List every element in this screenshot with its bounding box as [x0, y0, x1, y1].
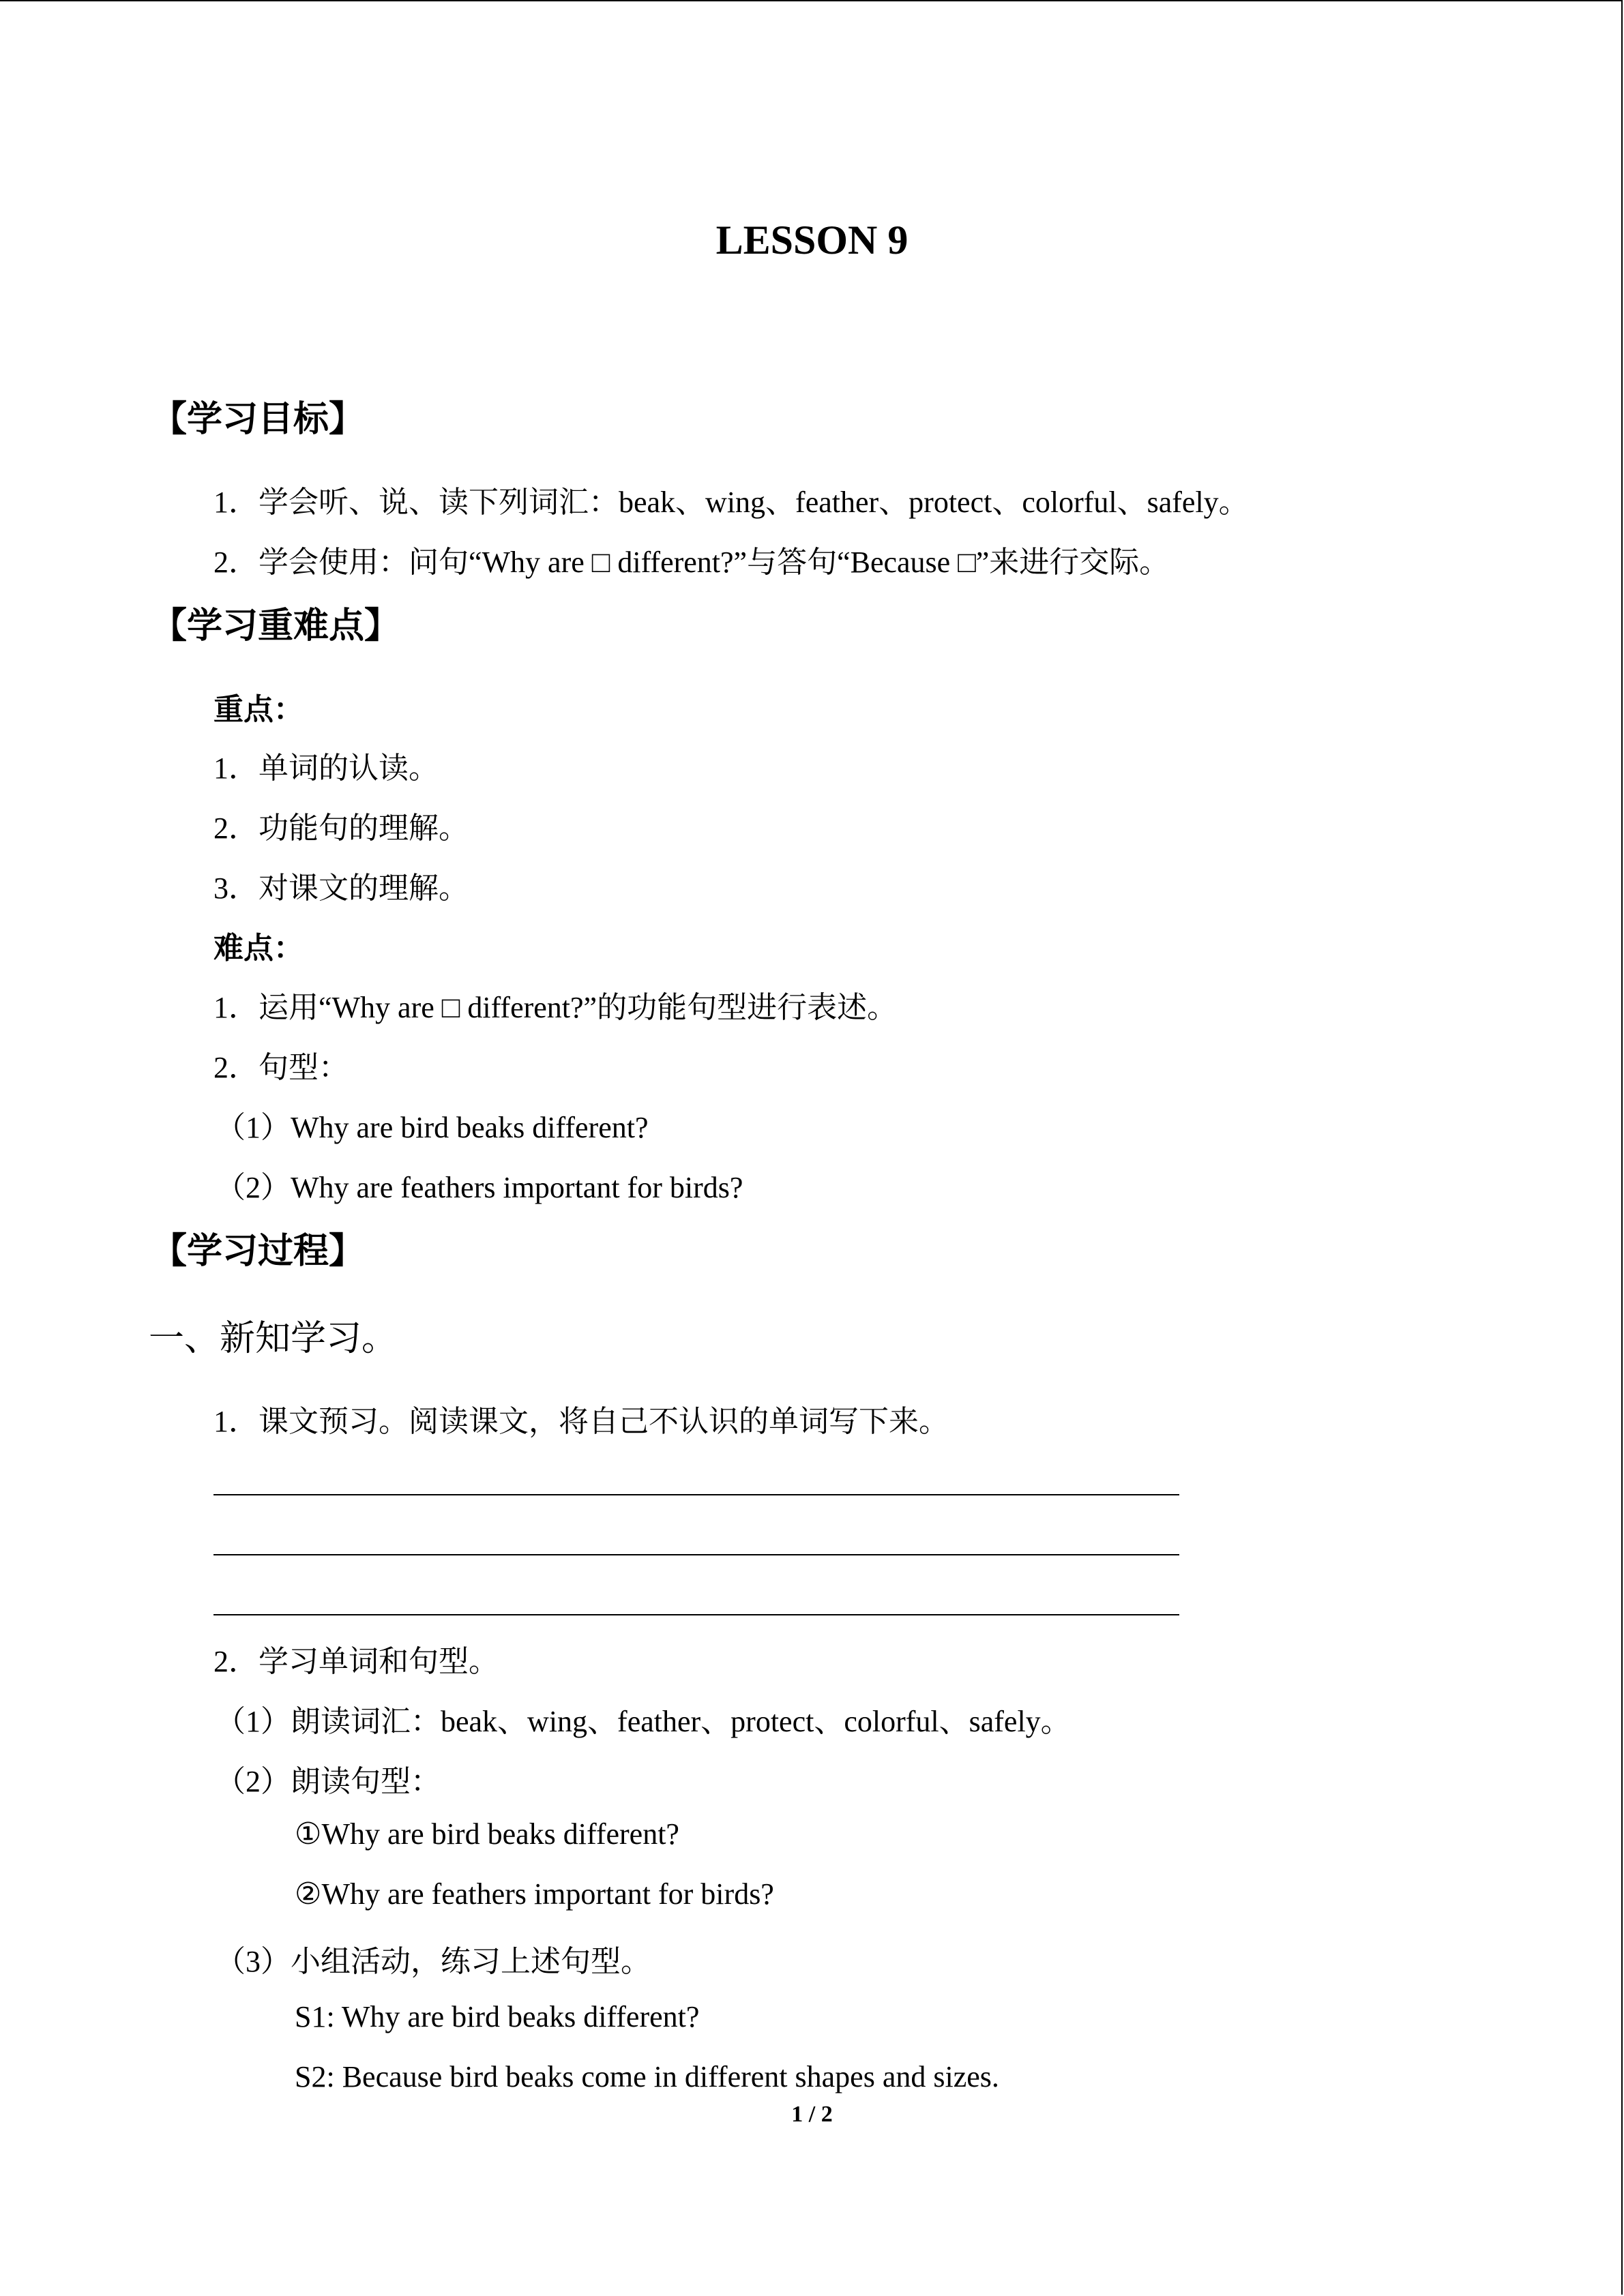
key-points-heading: 【学习重难点】	[151, 606, 400, 646]
dialogue-line-2: S2: Because bird beaks come in different shapes and sizes.	[295, 2060, 999, 2093]
difficult-item-4: （2）Why are feathers important for birds?	[216, 1171, 743, 1204]
sub-item-2: （2）朗读句型：	[216, 1765, 441, 1798]
process-heading: 【学习过程】	[151, 1231, 365, 1272]
key-label: 重点：	[213, 693, 304, 726]
answer-line-3	[213, 1614, 1179, 1615]
key-item-1: 1．单词的认读。	[213, 751, 439, 785]
difficult-item-1: 1．运用“Why are □ different?”的功能句型进行表述。	[213, 991, 898, 1024]
sentence-1: ①Why are bird beaks different?	[295, 1817, 679, 1851]
difficult-item-3: （1）Why are bird beaks different?	[216, 1111, 649, 1144]
page-title: LESSON 9	[715, 218, 909, 263]
key-item-2: 2．功能句的理解。	[213, 811, 469, 845]
step1-text: 1．课文预习。阅读课文，将自己不认识的单词写下来。	[213, 1405, 949, 1438]
step2-text: 2．学习单词和句型。	[213, 1645, 499, 1678]
answer-line-2	[213, 1554, 1179, 1555]
sub-item-3: （3）小组活动，练习上述句型。	[216, 1945, 651, 1978]
sub-item-1: （1）朗读词汇：beak、wing、feather、protect、colorful、safely。	[216, 1705, 1071, 1738]
part1-title: 一、新知学习。	[149, 1320, 398, 1358]
objective-item-2: 2．学会使用：问句“Why are □ different?”与答句“Because □”来进行交际。	[213, 546, 1170, 579]
page-number: 1 / 2	[791, 2102, 833, 2127]
sentence-2: ②Why are feathers important for birds?	[295, 1877, 774, 1911]
answer-line-1	[213, 1494, 1179, 1495]
dialogue-line-1: S1: Why are bird beaks different?	[295, 2000, 700, 2033]
objective-item-1: 1．学会听、说、读下列词汇：beak、wing、feather、protect、colorful、safely。	[213, 486, 1249, 519]
objectives-heading: 【学习目标】	[151, 399, 365, 440]
difficult-label: 难点：	[213, 931, 304, 965]
difficult-item-2: 2．句型：	[213, 1051, 349, 1084]
key-item-3: 3．对课文的理解。	[213, 871, 469, 905]
